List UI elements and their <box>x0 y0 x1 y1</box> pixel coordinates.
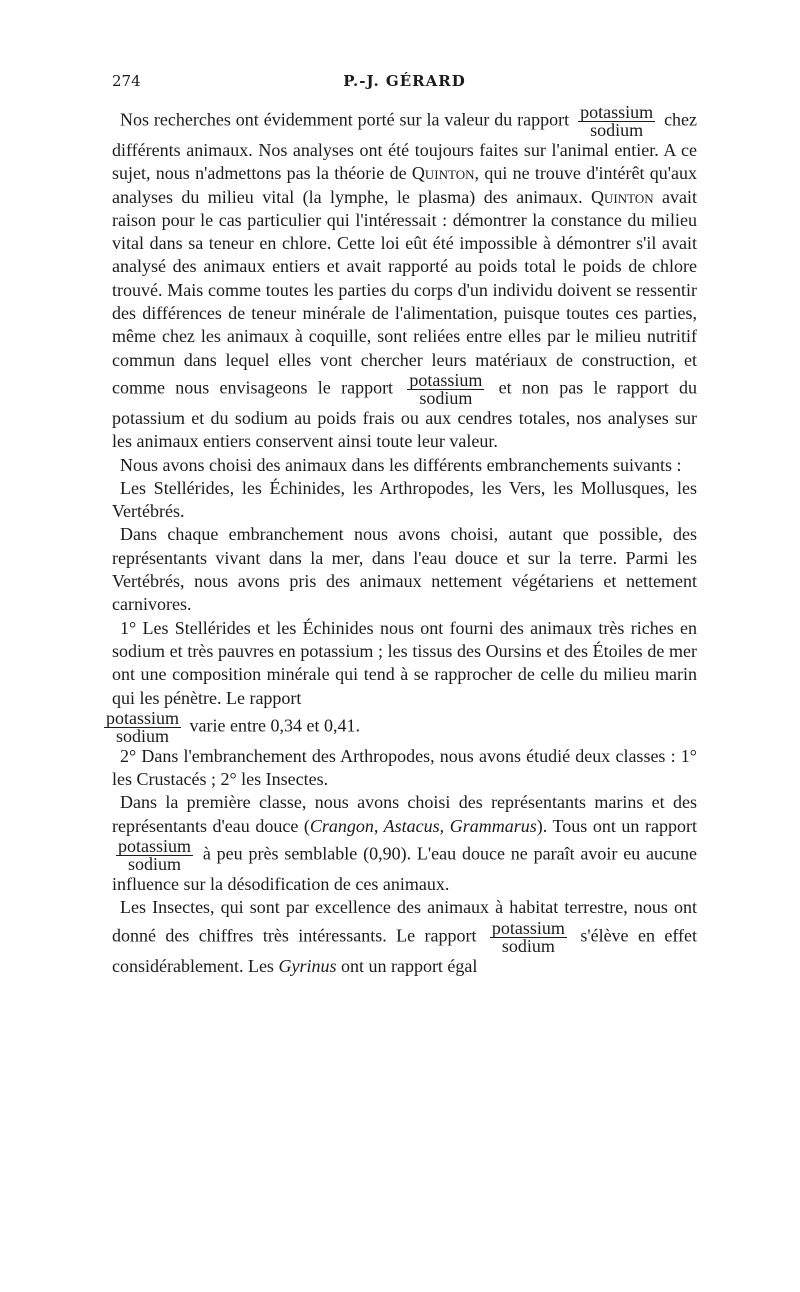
running-head: P.-J. GÉRARD <box>343 72 466 90</box>
ratio-fraction: $\frac{\text{potassium}}{\text{sodium}}$ <box>491 917 565 956</box>
ratio-fraction: $\frac{\text{potassium}}{\text{sodium}}$ <box>409 369 483 408</box>
page-number: 274 <box>112 72 141 90</box>
ratio-fraction: $\frac{\text{potassium}}{\text{sodium}}$ <box>580 102 654 140</box>
paragraph-list: Les Stellérides, les Échinides, les Arthropodes, les Vers, les Mollusques, les Vertébrés. <box>112 477 697 522</box>
paragraph-insectes: Les Insectes, qui sont par excellence des animaux à habitat terrestre, nous ont donné des chiffres très intéressants. Le rapport $\frac{\text{potassium}}{\text{sodium}}$ s'élève en effet considérablement. Les Gyrinus ont un rapport égal <box>112 897 697 976</box>
author-quinton: Quinton <box>411 163 475 184</box>
paragraph-embranchements: Nous avons choisi des animaux dans les différents embranchements suivants : <box>120 454 682 475</box>
page-header <box>112 72 697 94</box>
ratio-fraction: $\frac{\text{potassium}}{\text{sodium}}$ <box>118 836 192 875</box>
body-text <box>106 102 698 978</box>
paragraph-stellerides: 1° Les Stellérides et les Échinides nous ont fourni des animaux très riches en sodium et très pauvres en potassium ; les tissus des Oursins et des Étoiles de mer ont une composition minérale qui tend à se rapprocher de celle du milieu marin qui les pénètre. Le rapport $\frac{\text{potassium}}{\text{sodium}}$ varie entre 0,34 et 0,41. <box>106 617 697 746</box>
author-quinton: Quinton <box>591 186 654 207</box>
paragraph-choice: Dans chaque embranchement nous avons choisi, autant que possible, des représentants vivant dans la mer, dans l'eau douce et sur la terre. Parmi les Vertébrés, nous avons pris des animaux nettement végétariens et nettement carnivores. <box>112 524 697 615</box>
ratio-fraction: $\frac{\text{potassium}}{\text{sodium}}$ <box>106 707 180 746</box>
paragraph-rapport: Nos recherches ont évidemment porté sur la valeur du rapport $\frac{\text{potassium}}{\text{sodium}}$ chez différents animaux. Nos analyses ont été toujours faites sur l'animal entier. A ce sujet, nous n'admettons pas la théorie de Quinton, qui ne trouve d'intérêt qu'aux analyses du milieu vital (la lymphe, le plasma) des animaux. Quinton avait raison pour le cas particulier qui l'intéressait : démontrer la constance du milieu vital dans sa teneur en chlore. Cette loi eût été impossible à démontrer s'il avait analysé des animaux entiers et avait rapporté au poids total le poids de chlore trouvé. Mais comme toutes les parties du corps d'un individu doivent se ressentir des différences de teneur minérale de l'alimentation, puisque toutes ces parties, même chez les animaux à coquille, sont reliées entre elles par le milieu nutritif commun dans lequel elles vont chercher leurs matériaux de construction, et comme nous envisageons le rapport $\frac{\text{potassium}}{\text{sodium}}$ et non pas le rapport du potassium et du sodium au poids frais ou aux cendres totales, nos analyses sur les animaux entiers conservent ainsi toute leur valeur. <box>112 102 698 452</box>
paragraph-crustaces: Dans la première classe, nous avons choisi des représentants marins et des représentants d'eau douce (Crangon, Astacus, Grammarus). Tous ont un rapport $\frac{\text{potassium}}{\text{sodium}}$ à peu près semblable (0,90). L'eau douce ne paraît avoir eu aucune influence sur la désodification de ces animaux. <box>112 792 698 895</box>
paragraph-arthropodes: 2° Dans l'embranchement des Arthropodes, nous avons étudié deux classes : 1° les Crustacés ; 2° les Insectes. <box>112 745 697 790</box>
